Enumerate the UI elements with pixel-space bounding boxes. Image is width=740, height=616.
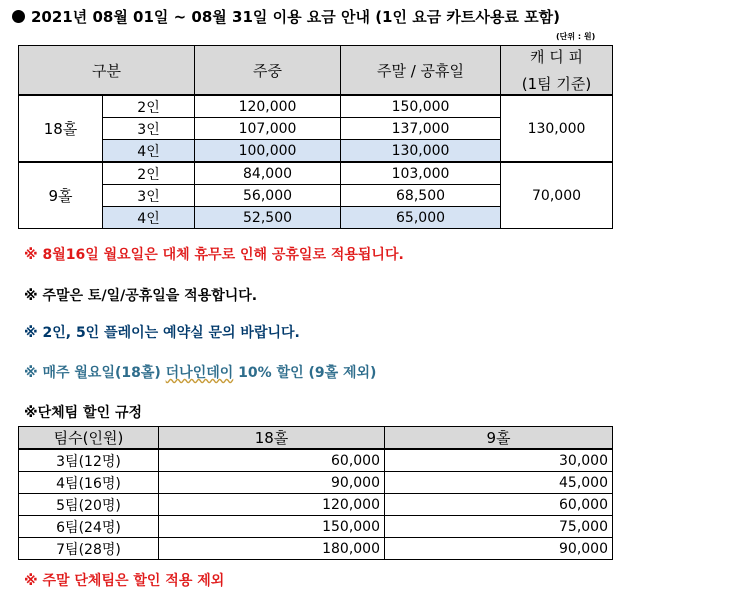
team-cell: 6팀(24명) [19,516,159,538]
table-row [19,516,613,538]
note4-prefix: ※ 매주 월요일(18홀) [24,365,166,381]
team-cell: 3팀(12명) [19,449,159,472]
hole-label-18: 18홀 [19,95,103,162]
header-9-holes: 9홀 [385,427,613,450]
caddie-fee-9: 70,000 [501,162,613,229]
header-category: 구분 [19,46,195,96]
discount-18: 60,000 [159,449,385,472]
unit-label: (단위 : 원) [556,32,596,41]
players-cell: 2인 [103,162,195,185]
weekday-price: 56,000 [195,185,341,207]
hole-label-9: 9홀 [19,162,103,229]
weekend-price: 65,000 [341,207,501,229]
caddie-fee-18: 130,000 [501,95,613,162]
weekend-price: 137,000 [341,118,501,140]
group-discount-table [18,426,613,560]
weekend-price: 130,000 [341,140,501,163]
header-team: 팀수(인원) [19,427,159,450]
table-row [19,162,613,185]
title-text: 2021년 08월 01일 ~ 08월 31일 이용 요금 안내 (1인 요금 카트사용료 포함) [31,8,560,26]
table-row [19,449,613,472]
discount-9: 45,000 [385,472,613,494]
discount-9: 75,000 [385,516,613,538]
group-discount-title: ※단체팀 할인 규정 [24,405,143,421]
note-holiday: ※ 8월16일 월요일은 대체 휴무로 인해 공휴일로 적용됩니다. [24,247,404,263]
players-cell: 3인 [103,118,195,140]
group-footnote: ※ 주말 단체팀은 할인 적용 제외 [24,573,225,589]
header-caddie-line1: 캐 디 피 [530,48,584,66]
header-18-holes: 18홀 [159,427,385,450]
note-monday-discount [24,362,376,382]
header-weekday: 주중 [195,46,341,96]
discount-9: 30,000 [385,449,613,472]
players-cell: 4인 [103,140,195,163]
weekend-price: 103,000 [341,162,501,185]
discount-18: 120,000 [159,494,385,516]
team-cell: 7팀(28명) [19,538,159,560]
discount-9: 60,000 [385,494,613,516]
weekend-price: 68,500 [341,185,501,207]
header-caddie-fee [501,46,613,96]
players-cell: 4인 [103,207,195,229]
weekday-price: 120,000 [195,95,341,118]
table-row [19,472,613,494]
weekday-price: 52,500 [195,207,341,229]
table-row [19,95,613,118]
players-cell: 3인 [103,185,195,207]
discount-18: 150,000 [159,516,385,538]
discount-18: 180,000 [159,538,385,560]
header-weekend: 주말 / 공휴일 [341,46,501,96]
note4-suffix: 10% 할인 (9홀 제외) [233,365,377,381]
page-title [12,6,560,27]
weekend-price: 150,000 [341,95,501,118]
note-reservation: ※ 2인, 5인 플레이는 예약실 문의 바랍니다. [24,325,300,341]
weekday-price: 100,000 [195,140,341,163]
bullet-icon [12,10,25,23]
discount-9: 90,000 [385,538,613,560]
table-row [19,494,613,516]
header-caddie-line2: (1팀 기준) [521,75,592,93]
note4-event-name: 더나인데이 [165,365,234,381]
table-row [19,538,613,560]
players-cell: 2인 [103,95,195,118]
price-table [18,45,613,229]
discount-18: 90,000 [159,472,385,494]
weekday-price: 107,000 [195,118,341,140]
note-weekend: ※ 주말은 토/일/공휴일을 적용합니다. [24,288,258,304]
team-cell: 5팀(20명) [19,494,159,516]
weekday-price: 84,000 [195,162,341,185]
team-cell: 4팀(16명) [19,472,159,494]
